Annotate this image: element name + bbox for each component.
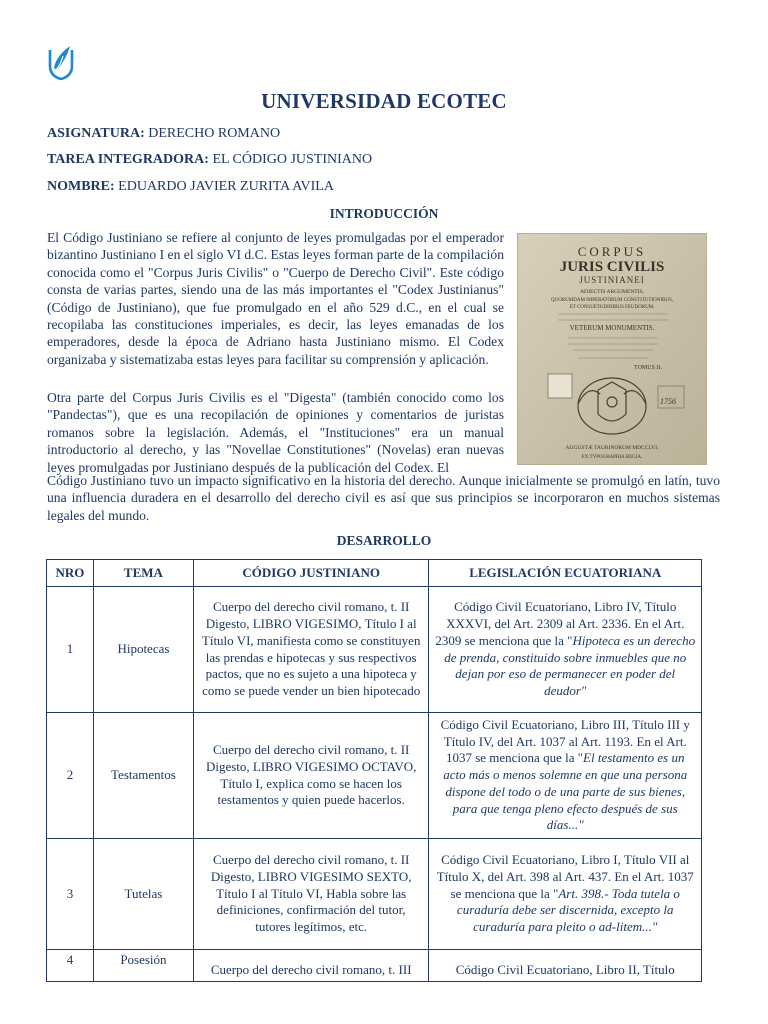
name-value: EDUARDO JAVIER ZURITA AVILA (114, 179, 334, 194)
subject-value: DERECHO ROMANO (144, 126, 281, 141)
legislacion-quote: Art. 398.- Toda tutela o curaduría debe ser discernida, excepto la curaduría para pleito o ad-litem..." (456, 885, 680, 935)
cover-line-1: CORPUS (577, 244, 647, 259)
name-label: NOMBRE: (47, 179, 115, 194)
cell-legislacion (429, 587, 702, 713)
legislacion-text: Código Civil Ecuatoriano, Libro I, Título VII al Título X, del Art. 398 al Art. 437. En el Art. 1037 se menciona que la " (436, 852, 694, 901)
table-row (47, 950, 702, 982)
task-line (47, 152, 372, 168)
subject-line (47, 126, 280, 142)
cover-line-10: EX TYPOGRAPHIA REGIA. (581, 455, 643, 460)
cell-legislacion (429, 950, 702, 982)
cover-line-6: ET CONSUETUDINIBUS FEUDORUM. (569, 305, 655, 310)
task-label: TAREA INTEGRADORA: (47, 152, 209, 167)
cover-line-4: ADJECTIS ARGUMENTIS, (580, 289, 644, 295)
university-title: UNIVERSIDAD ECOTEC (261, 89, 507, 113)
cover-stamp: 1756 (660, 397, 676, 406)
table-row (47, 839, 702, 950)
table-row (47, 713, 702, 839)
cell-nro: 4 (47, 950, 94, 982)
legislacion-text: Código Civil Ecuatoriano, Libro II, Título (455, 962, 675, 978)
column-header-codigo: CÓDIGO JUSTINIANO (193, 560, 429, 587)
cover-line-3: JUSTINIANEI (579, 275, 645, 285)
table-row (47, 587, 702, 713)
intro-paragraph-3: Código Justiniano tuvo un impacto significativo en la historia del derecho. Aunque inicialmente se promulgó en latín, tuvo una influencia duradera en el desarrollo del derecho civil es así que sus principios se incorporaron en muchos sistemas legales del mundo. (47, 473, 720, 523)
name-line (47, 179, 334, 195)
cover-line-9: AUGUSTÆ TAURINORUM MDCCLVI. (565, 445, 659, 451)
column-header-legislacion: LEGISLACIÓN ECUATORIANA (429, 560, 702, 587)
column-header-nro: NRO (47, 560, 94, 587)
legislacion-quote: Hipoteca es un derecho de prenda, constituido sobre inmuebles que no dejan por eso de permanecer en poder del deudor" (444, 632, 696, 699)
cell-codigo: Cuerpo del derecho civil romano, t. II Digesto, LIBRO VIGESIMO OCTAVO, Título I, explica como se hacen los testamentos y quien puede hacerlos. (193, 713, 429, 839)
task-value: EL CÓDIGO JUSTINIANO (208, 152, 373, 167)
book-cover-illustration (518, 234, 706, 464)
development-heading: DESARROLLO (336, 533, 432, 548)
development-table (46, 559, 702, 982)
legislacion-text: Código Civil Ecuatoriano, Libro III, Título III y Título IV, del Art. 1037 al Art. 1193. En el Art. 1037 se menciona que la " (440, 716, 690, 766)
intro-heading: INTRODUCCIÓN (329, 206, 439, 221)
cell-tema: Hipotecas (93, 587, 193, 713)
cell-codigo: Cuerpo del derecho civil romano, t. II Digesto, LIBRO VIGESIMO, Título I al Título VI, manifiesta como se constituyen las prendas e hipotecas y sus respectivos pactos, que no es sujeto a una hipoteca y como se puede vender un bien hipotecado (193, 587, 429, 713)
cover-line-8: TOMUS II. (634, 365, 662, 371)
cell-tema: Posesión (93, 950, 193, 982)
intro-paragraph-2: Otra parte del Corpus Juris Civilis es el "Digesta" (también conocido como los "Pandectas"), que es una recopilación de opiniones y comentarios de juristas romanos sobre la legislación. Además, el "Instituciones" era un manual introductorio al derecho, y las "Novellae Constitutiones" (Novelas) eran nuevas leyes promulgadas por Justiniano después de la publicación del Codex. El (47, 390, 504, 475)
cell-codigo: Cuerpo del derecho civil romano, t. II Digesto, LIBRO VIGESIMO SEXTO, Título I al Título VI, Habla sobre las definiciones, confirmación del tutor, tutores legítimos, etc. (193, 839, 429, 950)
legislacion-quote: El testamento es un acto más o menos solemne en que una persona dispone del todo o de una parte de sus bienes, para que tenga pleno efecto después de sus días..." (443, 750, 688, 833)
cover-line-5: QUORUMDAM IMPERATORUM CONSTITUTIONIBUS, (551, 298, 673, 303)
subject-label: ASIGNATURA: (47, 126, 145, 141)
library-stamp (548, 374, 572, 398)
ecotec-logo-icon (46, 44, 76, 80)
intro-paragraph-1: El Código Justiniano se refiere al conjunto de leyes promulgadas por el emperador bizantino Justiniano I en el siglo VI d.C. Estas leyes forman parte de la compilación conocida como el "Corpus Juris Civilis" o "Cuerpo de Derecho Civil". Este código consta de varias partes, siendo una de las más importantes el "Codex Justinianus" (Código de Justiniano), que fue promulgado en el año 529 d.C., en el cual se recopilaba las constituciones imperiales, es decir, las leyes emanadas de los emperadores, desde la época de Adriano hasta Justiniano mismo. El Codex organizaba y sistematizaba estas leyes para facilitar su comprensión y aplicación. (47, 230, 504, 367)
cell-codigo: Cuerpo del derecho civil romano, t. III (193, 950, 429, 982)
cell-nro: 1 (47, 587, 94, 713)
cover-line-7: VETERUM MONUMENTIS. (569, 324, 655, 332)
cell-nro: 2 (47, 713, 94, 839)
table-header-row (47, 560, 702, 587)
cell-tema: Tutelas (93, 839, 193, 950)
legislacion-text: Código Civil Ecuatoriano, Libro IV, Título XXXVI, del Art. 2309 al Art. 2336. En el Art. 2309 se menciona que la " (435, 599, 685, 648)
cell-tema: Testamentos (93, 713, 193, 839)
column-header-tema: TEMA (93, 560, 193, 587)
cell-legislacion (429, 839, 702, 950)
cell-legislacion (429, 713, 702, 839)
cover-line-2: JURIS CIVILIS (559, 259, 665, 275)
cell-nro: 3 (47, 839, 94, 950)
corpus-juris-civilis-cover-image (517, 233, 707, 465)
